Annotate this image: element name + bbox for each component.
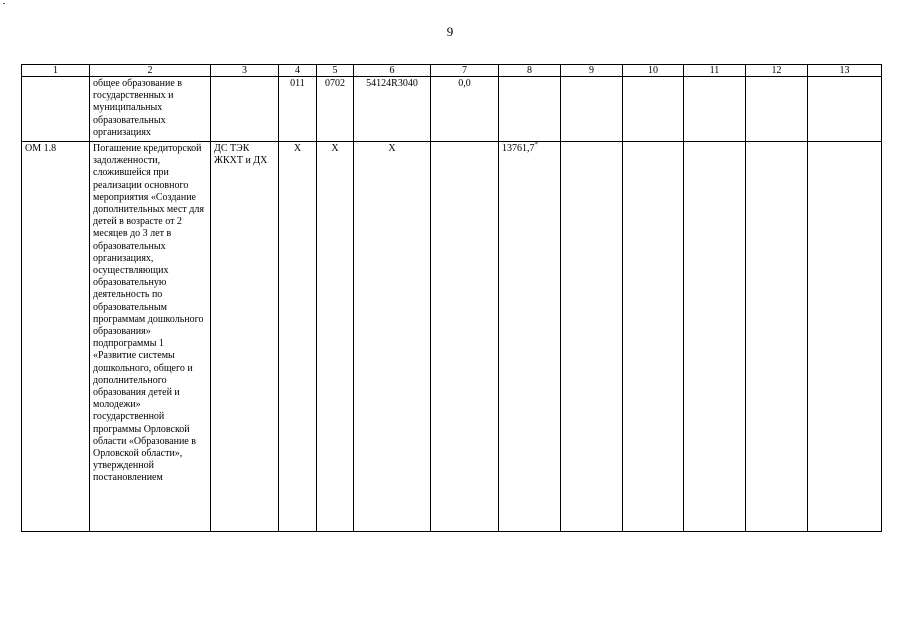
cell-code: ОМ 1.8 xyxy=(22,142,90,532)
cell-value xyxy=(431,142,499,532)
column-header: 9 xyxy=(561,65,623,77)
cell-value: 0,0 xyxy=(431,77,499,142)
cell-value xyxy=(684,142,746,532)
table-row xyxy=(22,142,882,532)
cell-target-article: 54124R3040 xyxy=(354,77,431,142)
footnote-mark: * xyxy=(534,141,538,149)
cell-value xyxy=(623,142,684,532)
table-row xyxy=(22,77,882,142)
column-header: 7 xyxy=(431,65,499,77)
column-header: 4 xyxy=(279,65,317,77)
cell-description: Погашение кредиторской задолженности, сложившейся при реализации основного мероприятия «Создание дополнительных мест для детей в возрасте от 2 месяцев до 3 лет в образовательных организациях, осуществляющих образовательную деятельность по образовательным программам дошкольного образования» подпрограммы 1 «Развитие системы дошкольного, общего и дополнительного образования детей и молодежи» государственной программы Орловской области «Образование в Орловской области», утвержденной постановлением xyxy=(90,142,211,532)
page-number: 9 xyxy=(446,24,454,39)
cell-value xyxy=(684,77,746,142)
cell-value xyxy=(623,77,684,142)
column-header: 11 xyxy=(684,65,746,77)
cell-value xyxy=(499,142,561,532)
budget-table xyxy=(21,64,882,532)
cell-amount: 13761,7 xyxy=(502,143,535,154)
cell-executor xyxy=(211,77,279,142)
scan-artifact xyxy=(3,3,5,4)
cell-executor: ДС ТЭК ЖКХТ и ДХ xyxy=(211,142,279,532)
column-header: 8 xyxy=(499,65,561,77)
column-header: 13 xyxy=(808,65,882,77)
cell-section: Х xyxy=(317,142,354,532)
cell-grbs: 011 xyxy=(279,77,317,142)
column-header: 12 xyxy=(746,65,808,77)
cell-value xyxy=(808,142,882,532)
cell-value xyxy=(499,77,561,142)
cell-target-article: Х xyxy=(354,142,431,532)
cell-value xyxy=(561,142,623,532)
cell-grbs: Х xyxy=(279,142,317,532)
cell-value xyxy=(808,77,882,142)
column-header: 10 xyxy=(623,65,684,77)
column-header: 2 xyxy=(90,65,211,77)
column-header: 6 xyxy=(354,65,431,77)
cell-value xyxy=(746,142,808,532)
cell-value xyxy=(561,77,623,142)
column-header: 1 xyxy=(22,65,90,77)
cell-description: общее образование в государственных и муниципальных образовательных организациях xyxy=(90,77,211,142)
column-header: 5 xyxy=(317,65,354,77)
cell-value xyxy=(746,77,808,142)
cell-code xyxy=(22,77,90,142)
column-header: 3 xyxy=(211,65,279,77)
cell-section: 0702 xyxy=(317,77,354,142)
column-number-row xyxy=(22,65,882,77)
